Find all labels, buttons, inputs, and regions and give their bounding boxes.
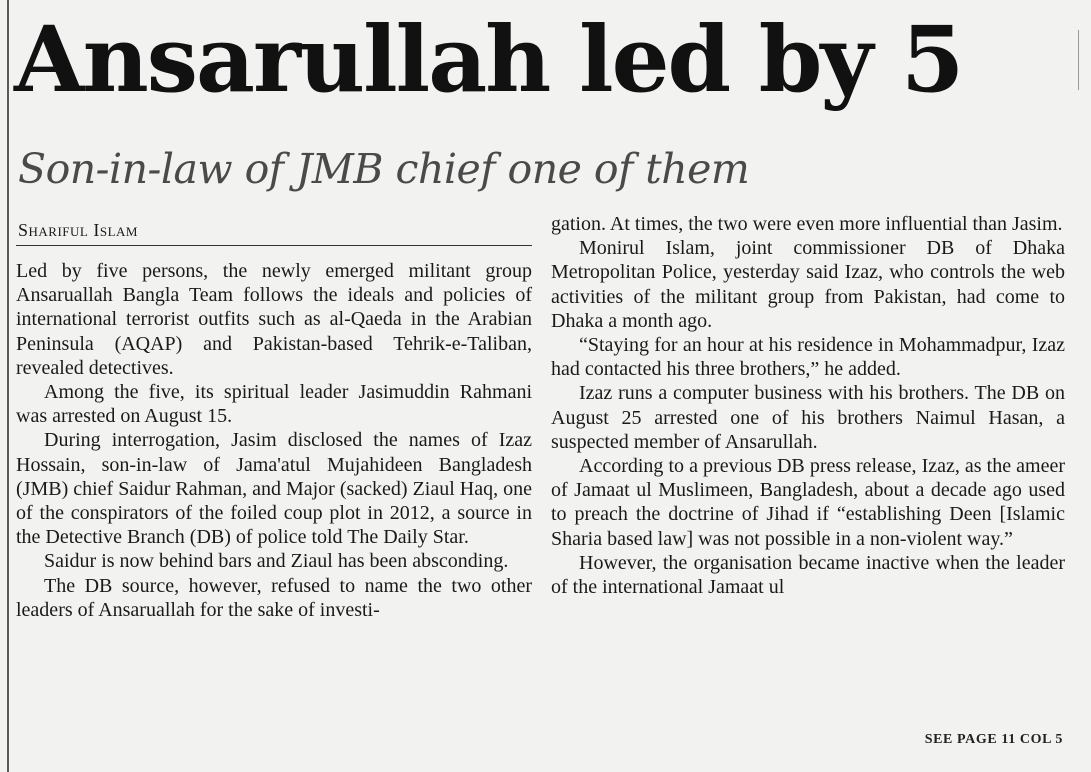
subheadline: Son-in-law of JMB chief one of them [18,145,750,193]
paragraph: Monirul Islam, joint commissioner DB of Dhaka Metropolitan Police, yesterday said Izaz, who controls the web activities of the militant group from Pakistan, had come to Dhaka a month ago. [551,237,1065,332]
paragraph: However, the organisation became inactive when the leader of the international Jamaat ul [551,551,1065,599]
paragraph: According to a previous DB press release, Izaz, as the ameer of Jamaat ul Muslimeen, Bangladesh, about a decade ago used to preach the doctrine of Jihad if “establishing Deen [Islamic Sharia based law] was not possible in a non-violent way.” [551,455,1065,550]
paragraph: Among the five, its spiritual leader Jasimuddin Rahmani was arrested on August 15. [16,381,532,428]
paragraph: gation. At times, the two were even more influential than Jasim. [551,213,1063,235]
paragraph: “Staying for an hour at his residence in Mohammadpur, Izaz had contacted his three brothers,” he added. [551,334,1065,381]
column-rule-left [7,0,9,772]
paragraph: During interrogation, Jasim disclosed the names of Izaz Hossain, son-in-law of Jama'atul Mujahideen Bangladesh (JMB) chief Saidur Rahman, and Major (sacked) Ziaul Haq, one of the conspirators of the foiled coup plot in 2012, a source in the Detective Branch (DB) of police told The Daily Star. [16,429,532,549]
paragraph: Led by five persons, the newly emerged militant group Ansaruallah Bangla Team follows the ideals and policies of international terrorist outfits such as al-Qaeda in the Arabian Peninsula (AQAP) and Pakistan-based Tehrik-e-Taliban, revealed detectives. [16,260,532,379]
column-rule-right [1078,30,1079,90]
headline: Ansarullah led by 5 [14,7,963,113]
article-column-right [551,212,1065,599]
byline-rule [16,245,532,246]
article-column-left [16,259,532,622]
byline: Shariful Islam [18,220,138,240]
paragraph: Saidur is now behind bars and Ziaul has been absconding. [44,550,509,573]
paragraph: Izaz runs a computer business with his brothers. The DB on August 25 arrested one of his brothers Naimul Hasan, a suspected member of Ansarullah. [551,382,1065,453]
continuation-jump-line: SEE PAGE 11 COL 5 [924,732,1063,747]
paragraph: The DB source, however, refused to name the two other leaders of Ansaruallah for the sake of investi- [16,574,532,621]
